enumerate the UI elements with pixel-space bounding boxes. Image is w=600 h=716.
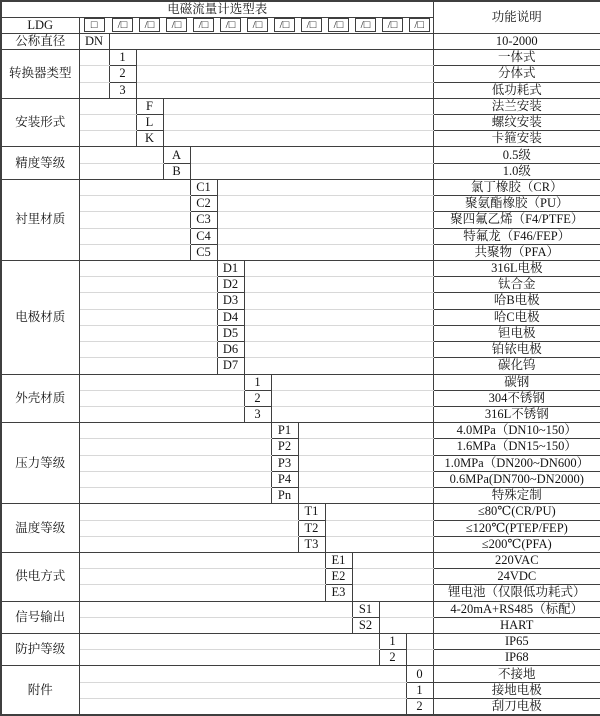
- code-cell: 2: [244, 390, 271, 406]
- model-slot-cell: [325, 17, 352, 33]
- filler-cell: [298, 488, 433, 504]
- filler-cell: [79, 82, 109, 98]
- function-cell: 哈C电极: [433, 309, 600, 325]
- category-label: 电极材质: [1, 261, 79, 375]
- code-cell: 1: [379, 634, 406, 650]
- filler-cell: [298, 439, 433, 455]
- category-label: 外壳材质: [1, 374, 79, 423]
- function-cell: 1.0级: [433, 163, 600, 179]
- filler-cell: [217, 212, 433, 228]
- filler-cell: [79, 634, 379, 650]
- function-cell: 卡箍安装: [433, 131, 600, 147]
- filler-cell: [79, 228, 190, 244]
- function-cell: 4-20mA+RS485（标配）: [433, 601, 600, 617]
- code-cell: C3: [190, 212, 217, 228]
- filler-cell: [79, 212, 190, 228]
- function-cell: IP65: [433, 634, 600, 650]
- filler-cell: [79, 601, 352, 617]
- model-box: □: [84, 18, 105, 32]
- function-cell: 低功耗式: [433, 82, 600, 98]
- filler-cell: [217, 179, 433, 195]
- code-cell: K: [136, 131, 163, 147]
- function-cell: 螺纹安装: [433, 115, 600, 131]
- filler-cell: [79, 536, 298, 552]
- filler-cell: [79, 569, 325, 585]
- filler-cell: [190, 163, 433, 179]
- code-cell: T2: [298, 520, 325, 536]
- filler-cell: [298, 423, 433, 439]
- filler-cell: [163, 115, 433, 131]
- code-cell: 3: [109, 82, 136, 98]
- model-slot-cell: [379, 17, 406, 33]
- code-cell: L: [136, 115, 163, 131]
- code-cell: E1: [325, 552, 352, 568]
- function-column-header: 功能说明: [433, 1, 600, 33]
- filler-cell: [406, 650, 433, 666]
- filler-cell: [79, 650, 379, 666]
- code-cell: C4: [190, 228, 217, 244]
- filler-cell: [352, 552, 433, 568]
- function-cell: 0.6MPa(DN700~DN2000): [433, 471, 600, 487]
- function-cell: 钽电极: [433, 325, 600, 341]
- code-cell: 2: [406, 698, 433, 715]
- model-slot-cell: [406, 17, 433, 33]
- filler-cell: [244, 325, 433, 341]
- filler-cell: [79, 698, 406, 715]
- filler-cell: [244, 358, 433, 374]
- model-slot-cell: [271, 17, 298, 33]
- function-cell: 220VAC: [433, 552, 600, 568]
- code-cell: B: [163, 163, 190, 179]
- filler-cell: [244, 261, 433, 277]
- function-cell: 共聚物（PFA）: [433, 244, 600, 260]
- model-prefix: LDG: [1, 17, 79, 33]
- model-slot: /□: [274, 18, 295, 32]
- code-cell: E2: [325, 569, 352, 585]
- function-cell: 特氟龙（F46/FEP）: [433, 228, 600, 244]
- filler-cell: [79, 585, 325, 601]
- model-slot-cell: [217, 17, 244, 33]
- filler-cell: [244, 277, 433, 293]
- filler-cell: [271, 406, 433, 422]
- filler-cell: [79, 358, 217, 374]
- function-cell: ≤80℃(CR/PU): [433, 504, 600, 520]
- model-slot-cell: [109, 17, 136, 33]
- function-cell: ≤200℃(PFA): [433, 536, 600, 552]
- filler-cell: [79, 666, 406, 682]
- category-label: 转换器类型: [1, 50, 79, 99]
- code-cell: D5: [217, 325, 244, 341]
- filler-cell: [325, 504, 433, 520]
- code-cell: D2: [217, 277, 244, 293]
- function-cell: 法兰安装: [433, 98, 600, 114]
- model-slot-cell: [298, 17, 325, 33]
- function-cell: 24VDC: [433, 569, 600, 585]
- filler-cell: [244, 342, 433, 358]
- filler-cell: [79, 147, 163, 163]
- filler-cell: [79, 50, 109, 66]
- code-cell: D7: [217, 358, 244, 374]
- function-cell: 特殊定制: [433, 488, 600, 504]
- category-label: 防护等级: [1, 634, 79, 666]
- function-cell: 分体式: [433, 66, 600, 82]
- filler-cell: [79, 455, 271, 471]
- code-cell: T3: [298, 536, 325, 552]
- function-cell: 接地电极: [433, 682, 600, 698]
- model-slot-cell: [244, 17, 271, 33]
- diameter-code: DN: [79, 33, 109, 49]
- category-label: 供电方式: [1, 552, 79, 601]
- filler-cell: [79, 488, 271, 504]
- filler-cell: [325, 520, 433, 536]
- filler-cell: [79, 115, 136, 131]
- filler-cell: [79, 309, 217, 325]
- filler-cell: [79, 196, 190, 212]
- function-cell: HART: [433, 617, 600, 633]
- filler-cell: [79, 617, 352, 633]
- filler-cell: [406, 634, 433, 650]
- function-cell: 不接地: [433, 666, 600, 682]
- filler-cell: [244, 293, 433, 309]
- function-cell: 哈B电极: [433, 293, 600, 309]
- filler-cell: [79, 293, 217, 309]
- code-cell: 3: [244, 406, 271, 422]
- model-slot-cell: [136, 17, 163, 33]
- filler-cell: [79, 244, 190, 260]
- filler-cell: [217, 228, 433, 244]
- filler-cell: [79, 98, 136, 114]
- table-title: 电磁流量计选型表: [1, 1, 433, 17]
- category-label: 温度等级: [1, 504, 79, 553]
- code-cell: 1: [406, 682, 433, 698]
- filler-cell: [190, 147, 433, 163]
- function-cell: 316L不锈钢: [433, 406, 600, 422]
- filler-cell: [352, 585, 433, 601]
- code-cell: S1: [352, 601, 379, 617]
- code-cell: 1: [109, 50, 136, 66]
- function-cell: 刮刀电极: [433, 698, 600, 715]
- function-cell: 锂电池（仅限低功耗式）: [433, 585, 600, 601]
- function-cell: 4.0MPa（DN10~150）: [433, 423, 600, 439]
- category-label: 安装形式: [1, 98, 79, 147]
- model-slot: /□: [247, 18, 268, 32]
- code-cell: S2: [352, 617, 379, 633]
- model-slot: /□: [166, 18, 187, 32]
- category-label-diameter: 公称直径: [1, 33, 79, 49]
- category-label: 衬里材质: [1, 179, 79, 260]
- code-cell: F: [136, 98, 163, 114]
- model-slot: /□: [382, 18, 403, 32]
- model-slot: /□: [220, 18, 241, 32]
- filler-cell: [79, 471, 271, 487]
- filler-cell: [79, 390, 244, 406]
- code-cell: P2: [271, 439, 298, 455]
- filler-cell: [325, 536, 433, 552]
- filler-cell: [136, 82, 433, 98]
- filler-cell: [136, 50, 433, 66]
- filler-cell: [244, 309, 433, 325]
- filler-cell: [163, 131, 433, 147]
- filler-cell: [79, 131, 136, 147]
- filler-cell: [271, 374, 433, 390]
- model-slot: /□: [355, 18, 376, 32]
- model-slot: /□: [112, 18, 133, 32]
- code-cell: 0: [406, 666, 433, 682]
- code-cell: P3: [271, 455, 298, 471]
- function-cell: 316L电极: [433, 261, 600, 277]
- filler-cell: [109, 33, 433, 49]
- filler-cell: [79, 682, 406, 698]
- code-cell: C5: [190, 244, 217, 260]
- category-label: 压力等级: [1, 423, 79, 504]
- filler-cell: [79, 439, 271, 455]
- code-cell: C1: [190, 179, 217, 195]
- function-cell: 一体式: [433, 50, 600, 66]
- filler-cell: [163, 98, 433, 114]
- code-cell: D3: [217, 293, 244, 309]
- code-cell: 1: [244, 374, 271, 390]
- filler-cell: [271, 390, 433, 406]
- function-cell: 0.5级: [433, 147, 600, 163]
- code-cell: D1: [217, 261, 244, 277]
- function-cell: 1.6MPa（DN15~150）: [433, 439, 600, 455]
- filler-cell: [79, 261, 217, 277]
- function-cell: IP68: [433, 650, 600, 666]
- model-slot: /□: [139, 18, 160, 32]
- filler-cell: [217, 244, 433, 260]
- function-cell: ≤120℃(PTEP/FEP): [433, 520, 600, 536]
- function-cell: 碳化钨: [433, 358, 600, 374]
- function-cell: 10-2000: [433, 33, 600, 49]
- filler-cell: [79, 325, 217, 341]
- code-cell: P1: [271, 423, 298, 439]
- model-slot: /□: [328, 18, 349, 32]
- filler-cell: [79, 552, 325, 568]
- filler-cell: [79, 406, 244, 422]
- code-cell: 2: [109, 66, 136, 82]
- filler-cell: [79, 520, 298, 536]
- filler-cell: [79, 277, 217, 293]
- function-cell: 1.0MPa（DN200~DN600）: [433, 455, 600, 471]
- category-label: 附件: [1, 666, 79, 715]
- filler-cell: [352, 569, 433, 585]
- filler-cell: [79, 163, 163, 179]
- filler-cell: [79, 504, 298, 520]
- category-label: 信号输出: [1, 601, 79, 633]
- filler-cell: [298, 455, 433, 471]
- function-cell: 304不锈钢: [433, 390, 600, 406]
- category-label: 精度等级: [1, 147, 79, 179]
- model-slot: /□: [409, 18, 430, 32]
- code-cell: 2: [379, 650, 406, 666]
- filler-cell: [298, 471, 433, 487]
- code-cell: A: [163, 147, 190, 163]
- model-slot-cell: [190, 17, 217, 33]
- model-slot-cell: [352, 17, 379, 33]
- filler-cell: [217, 196, 433, 212]
- code-cell: Pn: [271, 488, 298, 504]
- filler-cell: [79, 423, 271, 439]
- function-cell: 聚四氟乙烯（F4/PTFE）: [433, 212, 600, 228]
- filler-cell: [136, 66, 433, 82]
- code-cell: D4: [217, 309, 244, 325]
- function-cell: 碳钢: [433, 374, 600, 390]
- filler-cell: [79, 374, 244, 390]
- function-cell: 氯丁橡胶（CR）: [433, 179, 600, 195]
- function-cell: 聚氨酯橡胶（PU）: [433, 196, 600, 212]
- model-slot: /□: [301, 18, 322, 32]
- function-cell: 铂铱电极: [433, 342, 600, 358]
- filler-cell: [79, 342, 217, 358]
- code-cell: P4: [271, 471, 298, 487]
- model-slot: /□: [193, 18, 214, 32]
- filler-cell: [379, 601, 433, 617]
- model-slot-cell: [163, 17, 190, 33]
- filler-cell: [79, 66, 109, 82]
- code-cell: D6: [217, 342, 244, 358]
- model-box-cell: [79, 17, 109, 33]
- filler-cell: [379, 617, 433, 633]
- code-cell: E3: [325, 585, 352, 601]
- code-cell: C2: [190, 196, 217, 212]
- function-cell: 钛合金: [433, 277, 600, 293]
- filler-cell: [79, 179, 190, 195]
- code-cell: T1: [298, 504, 325, 520]
